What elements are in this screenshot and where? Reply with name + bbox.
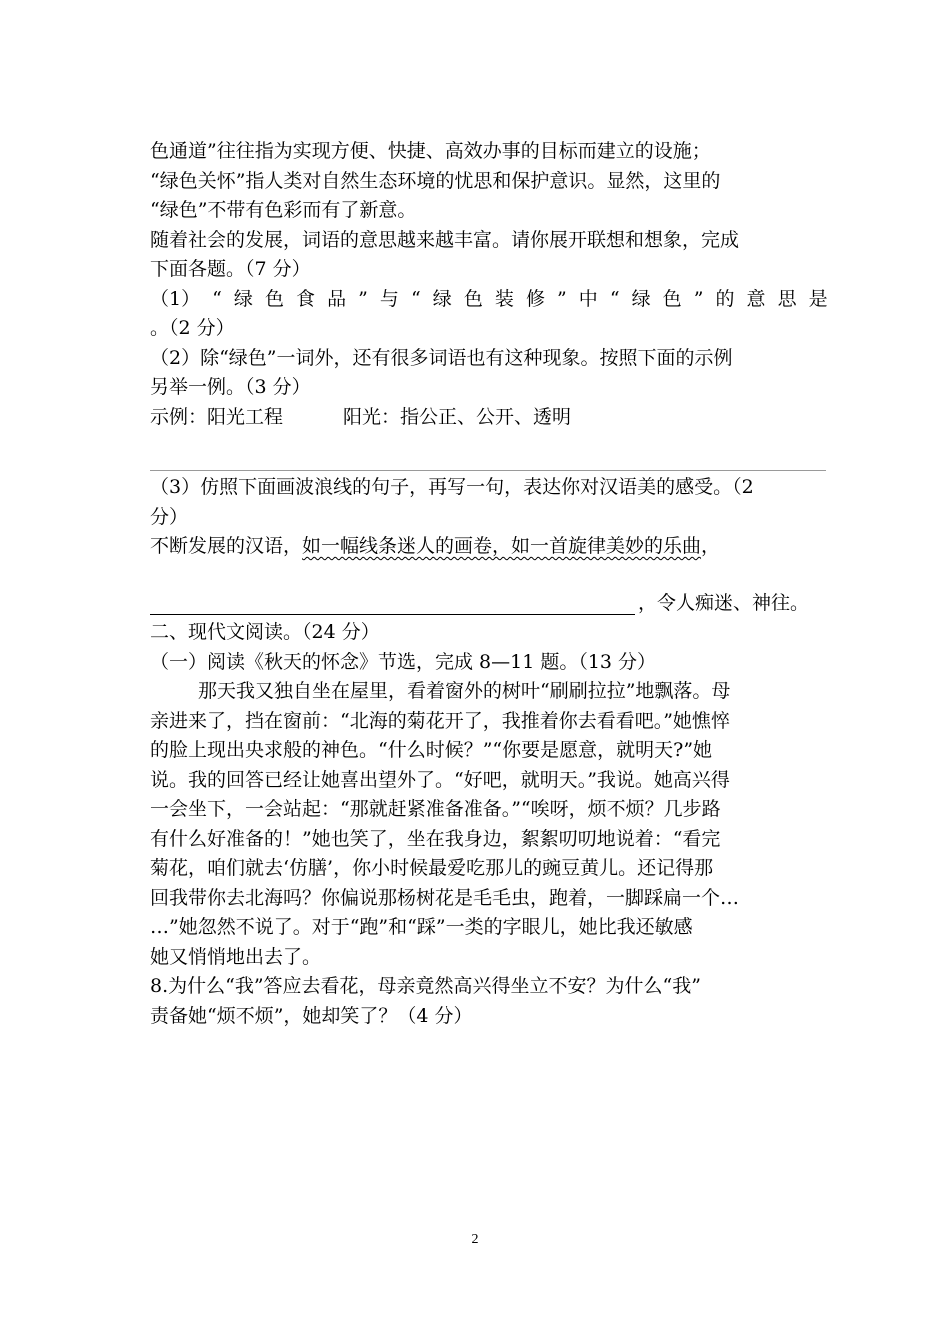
example-left: 示例：阳光工程 — [150, 405, 284, 428]
passage-line: 菊花，咱们就去‘仿膳’，你小时候最爱吃那儿的豌豆黄儿。还记得那 — [150, 857, 714, 879]
page-number: 2 — [471, 1232, 479, 1247]
wavy-underlined-sentence: 如一幅线条迷人的画卷，如一首旋律美妙的乐曲 — [302, 535, 702, 557]
question-1-char: “ — [609, 287, 620, 310]
question-1-char: 是 — [808, 287, 828, 310]
passage-line: 的脸上现出央求般的神色。“什么时候？”“你要是愿意，就明天?”她 — [150, 739, 713, 761]
question-1-char: 绿 — [631, 287, 651, 310]
passage-line: …”她忽然不说了。对于“跑”和“踩”一类的字眼儿，她比我还敏感 — [150, 916, 693, 938]
question-8-line-2: 责备她“烦不烦”，她却笑了？（4 分） — [150, 1004, 473, 1027]
question-1-char: “ — [410, 287, 421, 310]
question-3-line-2: 分） — [150, 505, 189, 528]
question-1-char: 修 — [525, 287, 545, 310]
question-3-line-1: （3）仿照下面画波浪线的句子，再写一句，表达你对汉语美的感受。（2 — [150, 476, 754, 498]
paragraph-line: “绿色关怀”指人类对自然生态环境的忧思和保护意识。显然，这里的 — [150, 169, 721, 192]
sentence-start: 不断发展的汉语， — [150, 535, 303, 557]
passage-line: 亲进来了，挡在窗前：“北海的菊花开了，我推着你去看看吧。”她憔悴 — [150, 709, 730, 732]
question-1-char: 品 — [327, 287, 347, 310]
question-1-char: 色 — [463, 287, 483, 310]
question-1-char: 思 — [777, 287, 797, 310]
section-subtitle: （一）阅读《秋天的怀念》节选，完成 8—11 题。（13 分） — [150, 650, 657, 673]
question-1-char: ” — [557, 287, 567, 310]
fill-in-row — [150, 589, 828, 619]
question-1-char: （1） — [150, 287, 201, 310]
paragraph-line: 随着社会的发展，词语的意思越来越丰富。请你展开联想和想象，完成 — [150, 228, 740, 251]
question-1-char: 的 — [715, 287, 735, 310]
question-1-char: “ — [212, 287, 222, 310]
question-1-line-2: 。（2 分） — [150, 317, 235, 339]
sentence-end: ， — [701, 535, 721, 557]
passage-line: 回我带你去北海吗？你偏说那杨树花是毛毛虫，跑着，一脚踩扁一个… — [150, 886, 740, 909]
model-sentence — [150, 532, 828, 562]
passage-line: 她又悄悄地出去了。 — [150, 945, 322, 968]
question-1-char: ” — [693, 287, 704, 310]
passage-line: 有什么好准备的！”她也笑了，坐在我身边，絮絮叨叨地说着：“看完 — [150, 827, 721, 850]
question-1-char: ” — [358, 287, 368, 310]
passage-line: 那天我又独自坐在屋里，看着窗外的树叶“刷刷拉拉”地飘落。母 — [198, 680, 731, 702]
paragraph-line: “绿色”不带有色彩而有了新意。 — [150, 199, 417, 221]
question-2-line-2: 另举一例。（3 分） — [150, 376, 311, 398]
page-content — [150, 137, 828, 1031]
question-1-line — [150, 285, 828, 315]
question-1-char: 与 — [379, 287, 399, 310]
question-8-line-1: 8.为什么“我”答应去看花，母亲竟然高兴得坐立不安？为什么“我” — [150, 975, 701, 997]
example-right: 阳光：指公正、公开、透明 — [343, 405, 572, 428]
section-title: 二、现代文阅读。（24 分） — [150, 621, 380, 643]
question-1-char: 中 — [578, 287, 598, 310]
question-1-char: 色 — [264, 287, 284, 310]
question-1-char: 意 — [746, 287, 766, 310]
fill-in-blank[interactable] — [150, 614, 635, 615]
question-1-char: 绿 — [233, 287, 253, 310]
paragraph-line: 下面各题。（7 分） — [150, 258, 311, 280]
question-2-line-1: （2）除“绿色”一词外，还有很多词语也有这种现象。按照下面的示例 — [150, 346, 733, 369]
fill-in-ending: ，令人痴迷、神往。 — [638, 591, 810, 614]
example-line — [150, 403, 828, 433]
question-1-char: 食 — [296, 287, 316, 310]
answer-line[interactable] — [150, 470, 826, 471]
answer-space — [150, 432, 828, 470]
question-1-char: 装 — [494, 287, 514, 310]
reading-passage — [150, 677, 828, 972]
question-1-char: 色 — [662, 287, 682, 310]
question-1-char: 绿 — [432, 287, 452, 310]
paragraph-line: 色通道”往往指为实现方便、快捷、高效办事的目标而建立的设施； — [150, 140, 711, 162]
passage-line: 说。我的回答已经让她喜出望外了。“好吧，就明天。”我说。她高兴得 — [150, 768, 730, 791]
passage-line: 一会坐下，一会站起：“那就赶紧准备准备。”“唉呀，烦不烦？几步路 — [150, 798, 721, 820]
